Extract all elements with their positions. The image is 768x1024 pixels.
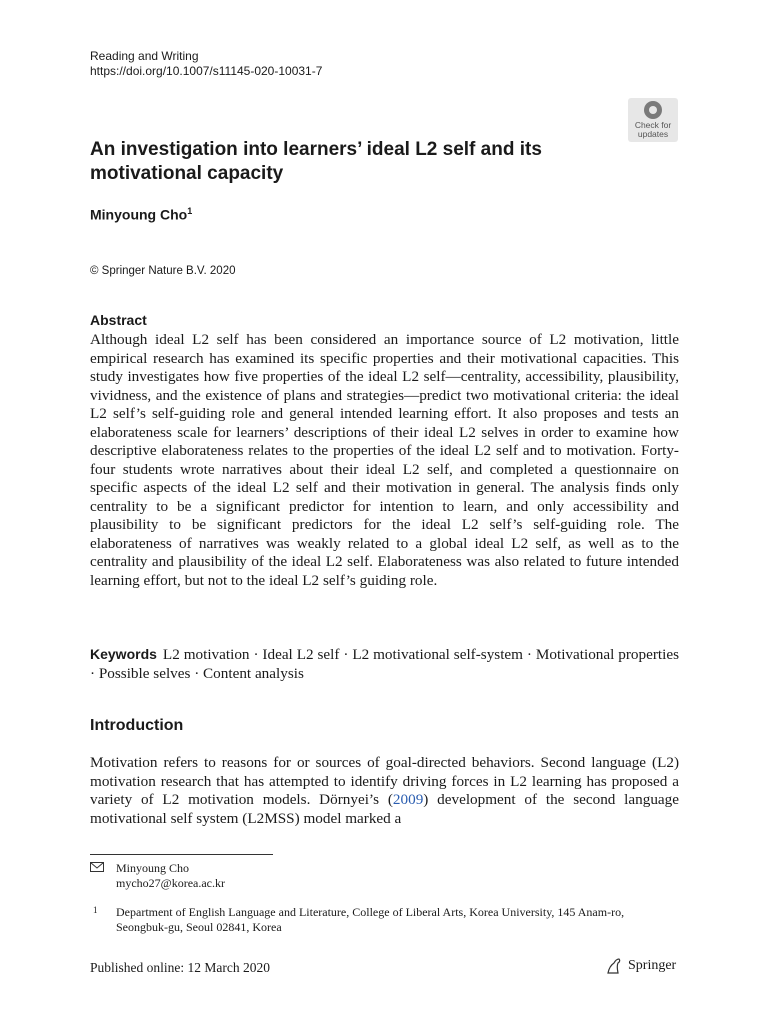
intro-text-before: Motivation refers to reasons for or sources of goal-directed behaviors. Second language (L2) motivation research that has attempted to identify driving forces in L2 learning has proposed a variety of L2 motivation models. Dörnyei’s ( [90,754,679,808]
affiliation-footnote: Department of English Language and Literature, College of Liberal Arts, Korea University, 145 Anam-ro, Seongbuk-gu, Seoul 02841, Korea [116,905,625,934]
contact-email[interactable]: mycho27@korea.ac.kr [116,876,226,890]
abstract-body: Although ideal L2 self has been considered an importance source of L2 motivation, little empirical research has examined its specific properties and their motivational capacities. This study investigates how five properties of the ideal L2 self—centrality, accessibility, plausibility, vividness, and the existence of plans and strategies—predict two motivational criteria: the ideal L2 self’s self-guiding role and general intended learning effort. It also proposes and tests an elaborateness scale for learners’ descriptions of their ideal L2 selves in order to examine how descriptive elaborateness relates to the properties of the ideal L2 self and to motivation. Forty-four students wrote narratives about their ideal L2 self, and completed a questionnaire on specific aspects of the ideal L2 self and their motivation in general. The analysis finds only centrality to be a significant predictor for intention to learn, and only accessibility and plausibility to be significant predictors for the ideal L2 self’s self-guiding role. The elaborateness of narratives was weakly related to a global ideal L2 self, as well as to the centrality and plausibility of the ideal L2 self. Elaborateness was also related to future intended learning effort, but not to the ideal L2 self’s guiding role. [90,331,679,589]
affiliation-mark: 1 [93,905,98,915]
intro-text-after: ) development of the second language motivational self system (L2MSS) model marked a [90,791,679,827]
paper-title: An investigation into learners’ ideal L2 self and its motivational capacity [90,139,542,184]
contact-footnote [116,861,676,891]
doi-link[interactable]: https://doi.org/10.1007/s11145-020-10031-7 [90,64,323,78]
author-name[interactable]: Minyoung Cho [90,206,188,223]
publisher-logo [605,958,676,974]
check-for-updates-badge[interactable] [628,98,678,142]
introduction-body [90,754,679,828]
check-updates-line2: updates [637,129,669,139]
check-updates-line1: Check for [634,120,672,130]
copyright-notice: © Springer Nature B.V. 2020 [90,265,236,277]
journal-header [90,49,322,79]
published-date: Published online: 12 March 2020 [90,960,270,975]
footnote-divider [90,854,273,855]
publisher-name: Springer [628,958,677,973]
keywords-line [90,645,679,683]
springer-horse-icon [605,958,623,974]
envelope-icon [90,862,104,872]
abstract-heading: Abstract [90,312,147,328]
introduction-heading: Introduction [90,717,184,734]
contact-name: Minyoung Cho [116,861,190,875]
author-line [90,206,192,223]
journal-name: Reading and Writing [90,49,199,63]
keywords-label: Keywords [90,646,157,662]
citation-link[interactable]: 2009 [392,791,424,808]
check-updates-icon [644,101,662,119]
keywords-list: L2 motivation · Ideal L2 self · L2 motivational self-system · Motivational properties · Possible selves · Content analysis [90,646,679,682]
author-affil-mark: 1 [187,206,193,216]
